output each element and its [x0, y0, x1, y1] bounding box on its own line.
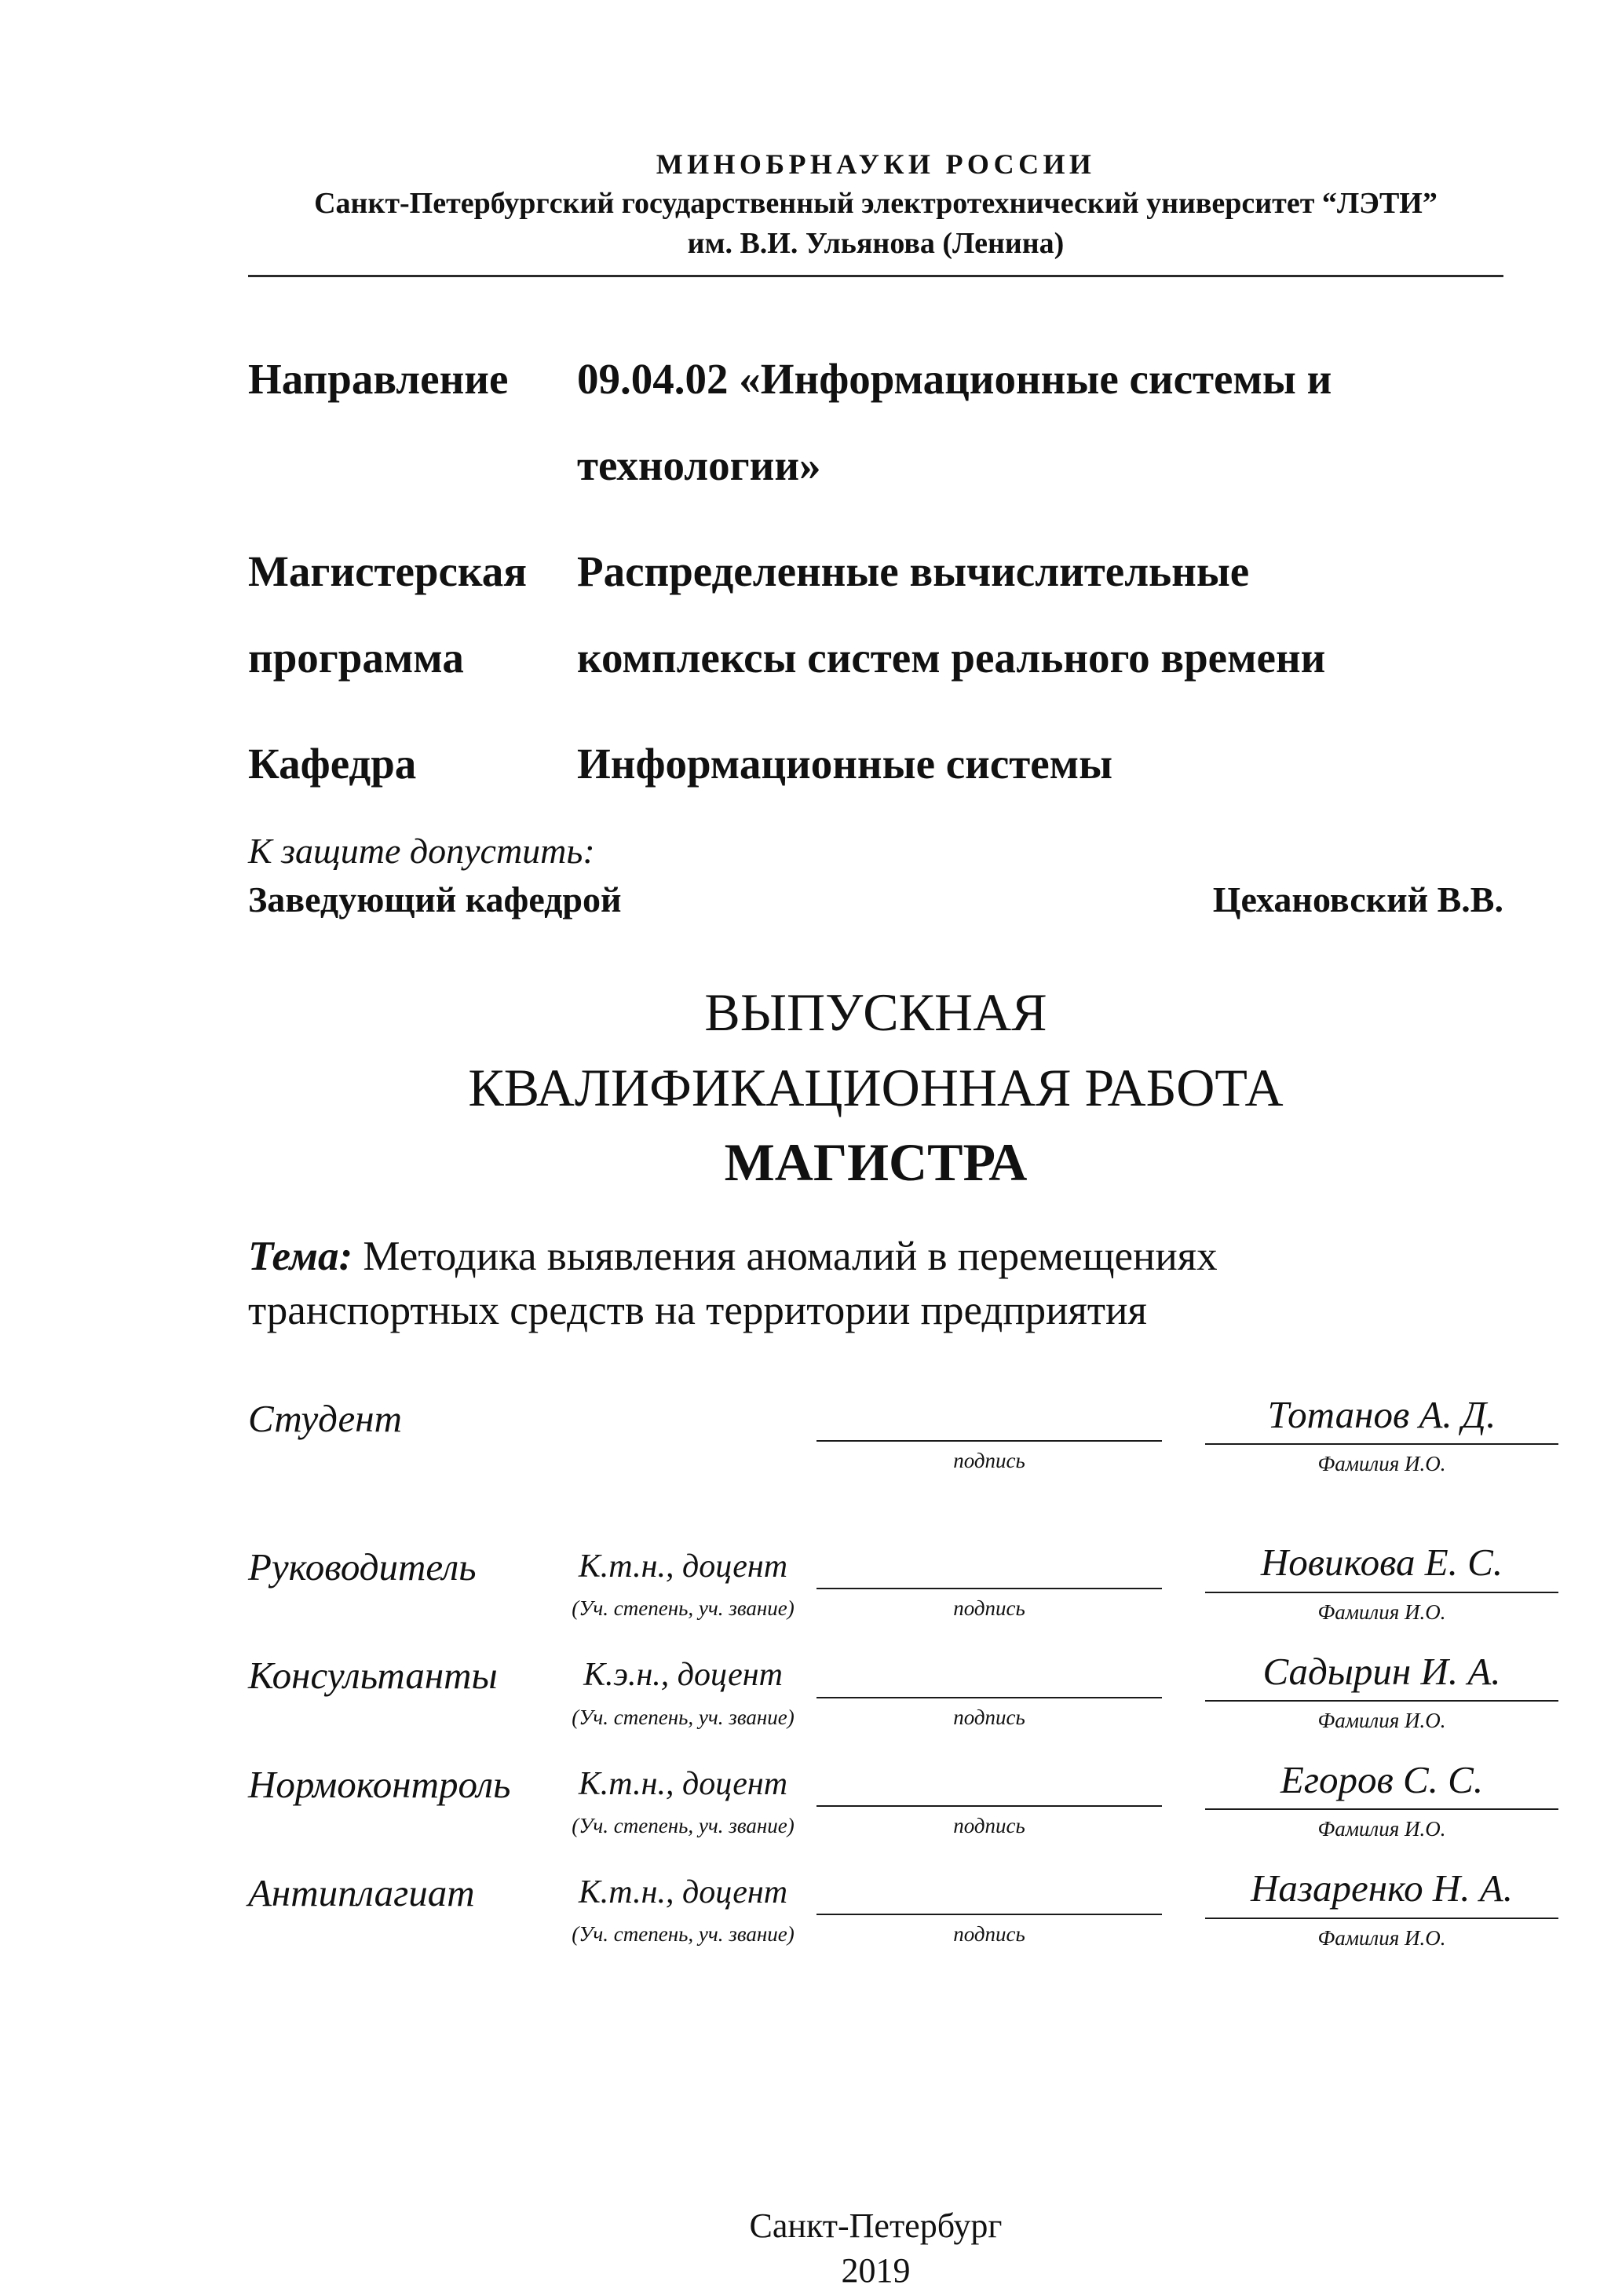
column-gap: [1162, 1650, 1205, 1735]
signature-caption: подпись: [953, 1922, 1025, 1947]
person-name: Назаренко Н. А.: [1251, 1866, 1513, 1910]
role-label: Руководитель: [248, 1545, 477, 1589]
work-title-line2: КВАЛИФИКАЦИОННАЯ РАБОТА: [468, 1057, 1284, 1117]
signature-table: [248, 1393, 1558, 1952]
signature-row-norm-control: [248, 1758, 1558, 1843]
field-master-program: [248, 528, 1503, 701]
degree-caption: (Уч. степень, уч. звание): [572, 1705, 795, 1729]
role-label: Нормоконтроль: [248, 1762, 511, 1806]
role-label: Консультанты: [248, 1654, 498, 1698]
degree-text: К.э.н., доцент: [583, 1657, 783, 1694]
degree-text: К.т.н., доцент: [578, 1548, 788, 1585]
footer-block: [248, 2203, 1503, 2293]
program-fields: [248, 336, 1503, 807]
person-name: Тотанов А. Д.: [1267, 1392, 1496, 1436]
degree-cell: [550, 1541, 816, 1625]
admission-block: [248, 827, 1503, 924]
head-of-department-name: Цехановский В.В.: [1212, 879, 1503, 920]
work-title: [248, 975, 1503, 1200]
org-header: [248, 145, 1503, 264]
role-label: Антиплагиат: [248, 1871, 475, 1915]
signature-row-student: [248, 1393, 1558, 1478]
degree-text: К.т.н., доцент: [578, 1874, 788, 1911]
degree-caption: (Уч. степень, уч. звание): [572, 1596, 795, 1621]
admission-permit-line: К защите допустить:: [248, 831, 595, 872]
person-name: Садырин И. А.: [1262, 1649, 1501, 1693]
degree-cell: [550, 1866, 816, 1951]
role-cell: [248, 1393, 550, 1478]
role-label: Студент: [248, 1397, 402, 1441]
role-cell: [248, 1541, 550, 1625]
degree-caption: (Уч. степень, уч. звание): [572, 1814, 795, 1838]
degree-cell: [550, 1650, 816, 1735]
signature-line-cell: [816, 1650, 1162, 1735]
head-of-department-label: Заведующий кафедрой: [248, 879, 622, 920]
header-divider: [248, 275, 1503, 277]
name-cell: [1205, 1758, 1558, 1843]
role-cell: [248, 1650, 550, 1735]
footer-city: Санкт-Петербург: [749, 2206, 1003, 2245]
field-label: Магистерская программа: [248, 547, 528, 682]
field-department: [248, 721, 1503, 807]
topic-text: Методика выявления аномалий в перемещениях транспортных средств на территории предприятия: [248, 1233, 1218, 1333]
field-label: Направление: [248, 355, 509, 404]
field-label: Кафедра: [248, 740, 417, 788]
ministry-name: МИНОБРНАУКИ РОССИИ: [656, 148, 1096, 180]
field-value: Распределенные вычислительные комплексы систем реального времени: [577, 547, 1326, 682]
page-content: [248, 145, 1558, 2293]
signature-line-cell: [816, 1541, 1162, 1625]
signature-line-cell: [816, 1866, 1162, 1951]
field-value: 09.04.02 «Информационные системы и технологии»: [577, 355, 1332, 490]
signature-row-supervisor: [248, 1541, 1558, 1625]
column-gap: [1162, 1758, 1205, 1843]
degree-cell: [550, 1758, 816, 1843]
name-cell: [1205, 1866, 1558, 1951]
degree-cell: [550, 1393, 816, 1478]
signature-caption: подпись: [953, 1814, 1025, 1838]
work-title-line1: ВЫПУСКНАЯ: [704, 982, 1047, 1043]
signature-caption: подпись: [953, 1705, 1025, 1729]
name-caption: Фамилия И.О.: [1317, 1925, 1446, 1950]
signature-line-cell: [816, 1758, 1162, 1843]
name-cell: [1205, 1541, 1558, 1625]
degree-text: К.т.н., доцент: [578, 1765, 788, 1802]
column-gap: [1162, 1866, 1205, 1951]
person-name: Егоров С. С.: [1280, 1758, 1484, 1802]
name-caption: Фамилия И.О.: [1317, 1600, 1446, 1624]
admission-signatory: [248, 876, 1503, 924]
name-cell: [1205, 1650, 1558, 1735]
university-named-after: им. В.И. Ульянова (Ленина): [687, 226, 1065, 260]
role-cell: [248, 1758, 550, 1843]
name-cell: [1205, 1393, 1558, 1478]
topic-label: Тема:: [248, 1233, 353, 1279]
column-gap: [1162, 1541, 1205, 1625]
university-name: Санкт-Петербургский государственный электротехнический университет “ЛЭТИ”: [314, 186, 1438, 220]
degree-caption: (Уч. степень, уч. звание): [572, 1922, 795, 1947]
role-cell: [248, 1866, 550, 1951]
column-gap: [1162, 1393, 1205, 1478]
field-direction: [248, 336, 1503, 509]
name-caption: Фамилия И.О.: [1317, 1817, 1446, 1841]
signature-row-consultants: [248, 1650, 1558, 1735]
field-value: Информационные системы: [577, 740, 1113, 788]
person-name: Новикова Е. С.: [1260, 1541, 1503, 1585]
work-title-line3: МАГИСТРА: [724, 1132, 1028, 1192]
footer-year: 2019: [841, 2251, 911, 2291]
signature-caption: подпись: [953, 1448, 1025, 1472]
signature-caption: подпись: [953, 1596, 1025, 1621]
name-caption: Фамилия И.О.: [1317, 1452, 1446, 1476]
signature-row-antiplagiarism: [248, 1866, 1558, 1951]
topic-block: [248, 1230, 1316, 1338]
name-caption: Фамилия И.О.: [1317, 1708, 1446, 1732]
signature-line-cell: [816, 1393, 1162, 1478]
